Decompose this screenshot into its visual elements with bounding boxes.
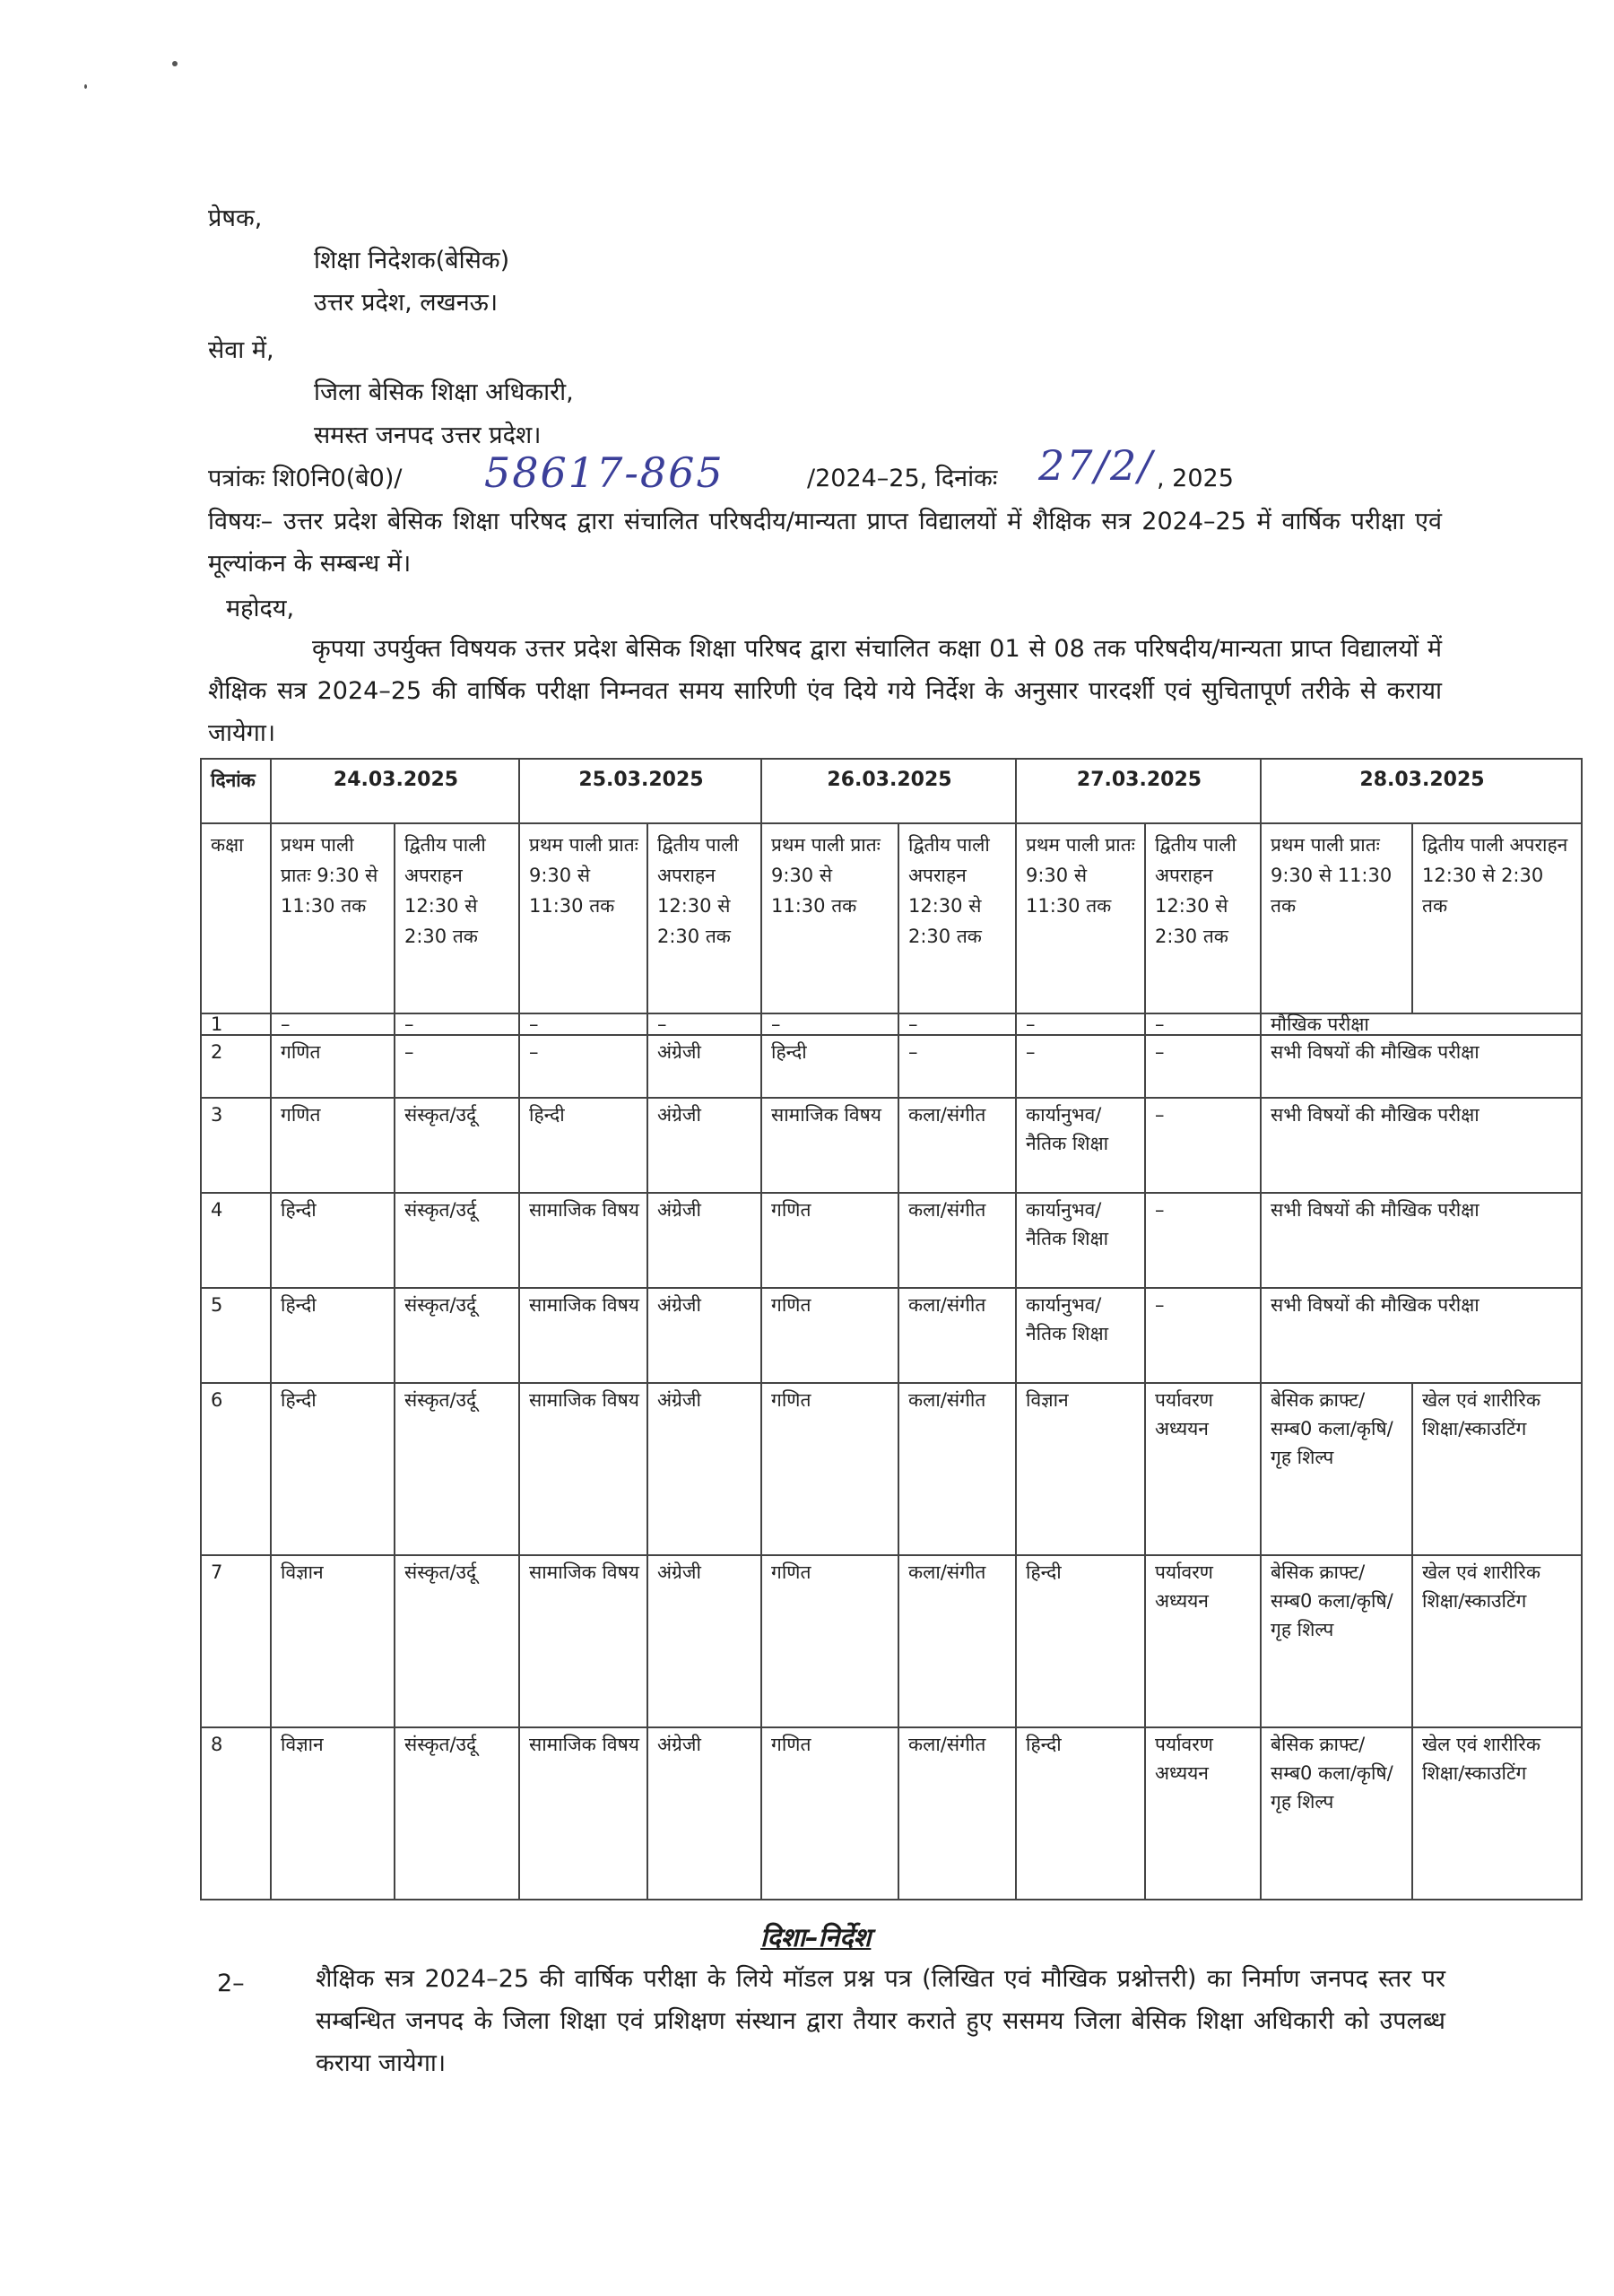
subject-cell: अंग्रेजी [647, 1288, 761, 1383]
subject: विषयः– उत्तर प्रदेश बेसिक शिक्षा परिषद द्वारा संचालित परिषदीय/मान्यता प्राप्त विद्यालयों में शैक्षिक सत्र 2024–25 में वार्षिक परीक्षा एवं मूल्यांकन के सम्बन्ध में। [208, 508, 1442, 578]
subject-cell: संस्कृत/उर्दू [395, 1727, 519, 1900]
sender-label: प्रेषक, [208, 204, 263, 232]
subject-cell: संस्कृत/उर्दू [395, 1098, 519, 1193]
subject-cell: अंग्रेजी [647, 1035, 761, 1098]
ref-date-handwritten: 27/2/ [1038, 441, 1154, 490]
ref-number-handwritten: 58617-865 [484, 448, 725, 497]
subject-cell: खेल एवं शारीरिक शिक्षा/स्काउटिंग [1412, 1727, 1582, 1900]
subject-cell: संस्कृत/उर्दू [395, 1193, 519, 1288]
date-cell: 26.03.2025 [761, 759, 1016, 823]
subject-cell: – [1145, 1035, 1261, 1098]
sender-title: शिक्षा निदेशक(बेसिक) [314, 247, 510, 274]
date-cell: 28.03.2025 [1261, 759, 1582, 823]
date-cell: 25.03.2025 [519, 759, 761, 823]
date-cell: 27.03.2025 [1016, 759, 1261, 823]
subject-cell: हिन्दी [271, 1193, 395, 1288]
point-text: शैक्षिक सत्र 2024–25 की वार्षिक परीक्षा के लिये मॉडल प्रश्न पत्र (लिखित एवं मौखिक प्रश्नोत्तरी) का निर्माण जनपद स्तर पर सम्बन्धित जनपद के जिला शिक्षा एवं प्रशिक्षण संस्थान द्वारा तैयार कराते हुए ससमय जिला बेसिक शिक्षा अधिकारी को उपलब्ध कराया जायेगा। [316, 1965, 1445, 2077]
table-row [201, 1013, 1582, 1035]
table-row [201, 1035, 1582, 1098]
subject-cell: कार्यानुभव/नैतिक शिक्षा [1016, 1098, 1145, 1193]
sender-place: उत्तर प्रदेश, लखनऊ। [314, 289, 499, 317]
subject-cell: अंग्रेजी [647, 1555, 761, 1727]
subject-cell: – [761, 1013, 898, 1035]
subject-cell: – [271, 1013, 395, 1035]
subject-cell: अंग्रेजी [647, 1193, 761, 1288]
exam-schedule-table [200, 758, 1583, 1900]
subject-cell: बेसिक क्राफ्ट/सम्ब0 कला/कृषि/गृह शिल्प [1261, 1555, 1412, 1727]
subject-cell: – [1145, 1098, 1261, 1193]
class-label-cell: कक्षा [201, 823, 271, 1013]
scan-speck [172, 61, 178, 66]
recipient-label: सेवा में, [208, 336, 274, 364]
subject-cell: सामाजिक विषय [519, 1288, 647, 1383]
table-row [201, 1098, 1582, 1193]
subject-cell: हिन्दी [271, 1383, 395, 1555]
subject-cell: गणित [761, 1288, 898, 1383]
subject-cell: संस्कृत/उर्दू [395, 1383, 519, 1555]
shift-cell: प्रथम पाली प्रातः 9:30 से 11:30 तक [1016, 823, 1145, 1013]
class-number-cell: 6 [201, 1383, 271, 1555]
salutation: महोदय, [226, 595, 295, 622]
point-number: 2– [217, 1970, 245, 1997]
recipient-title: जिला बेसिक शिक्षा अधिकारी, [314, 378, 574, 406]
oral-exam-cell: मौखिक परीक्षा [1261, 1013, 1582, 1035]
oral-exam-cell: सभी विषयों की मौखिक परीक्षा [1261, 1098, 1582, 1193]
subject-cell: हिन्दी [271, 1288, 395, 1383]
subject-cell: कला/संगीत [898, 1193, 1016, 1288]
shift-cell: प्रथम पाली प्रातः 9:30 से 11:30 तक [271, 823, 395, 1013]
date-cell: 24.03.2025 [271, 759, 519, 823]
scan-speck [84, 84, 87, 89]
subject-cell: विज्ञान [271, 1555, 395, 1727]
subject-cell: सामाजिक विषय [761, 1098, 898, 1193]
class-number-cell: 2 [201, 1035, 271, 1098]
ref-prefix: पत्रांकः शि0नि0(बे0)/ [208, 465, 403, 492]
table-row [201, 1288, 1582, 1383]
oral-exam-cell: सभी विषयों की मौखिक परीक्षा [1261, 1193, 1582, 1288]
subject-cell: – [647, 1013, 761, 1035]
subject-cell: गणित [761, 1193, 898, 1288]
table-row [201, 1555, 1582, 1727]
subject-cell: बेसिक क्राफ्ट/सम्ब0 कला/कृषि/गृह शिल्प [1261, 1727, 1412, 1900]
subject-cell: अंग्रेजी [647, 1098, 761, 1193]
shift-cell: प्रथम पाली प्रातः 9:30 से 11:30 तक [1261, 823, 1412, 1013]
subject-cell: हिन्दी [761, 1035, 898, 1098]
table-row [201, 1727, 1582, 1900]
shift-cell: द्वितीय पाली अपराहन 12:30 से 2:30 तक [1412, 823, 1582, 1013]
shift-header-row [201, 823, 1582, 1013]
subject-cell: सामाजिक विषय [519, 1727, 647, 1900]
subject-cell: बेसिक क्राफ्ट/सम्ब0 कला/कृषि/गृह शिल्प [1261, 1383, 1412, 1555]
guidelines-heading: दिशा–निर्देश [760, 1922, 872, 1952]
oral-exam-cell: सभी विषयों की मौखिक परीक्षा [1261, 1035, 1582, 1098]
subject-cell: कला/संगीत [898, 1727, 1016, 1900]
subject-cell: सामाजिक विषय [519, 1383, 647, 1555]
subject-cell: गणित [761, 1383, 898, 1555]
subject-cell: विज्ञान [271, 1727, 395, 1900]
date-header-row [201, 759, 1582, 823]
subject-cell: सामाजिक विषय [519, 1193, 647, 1288]
subject-cell: हिन्दी [519, 1098, 647, 1193]
shift-cell: द्वितीय पाली अपराहन 12:30 से 2:30 तक [1145, 823, 1261, 1013]
class-number-cell: 7 [201, 1555, 271, 1727]
subject-cell: गणित [271, 1098, 395, 1193]
intro-paragraph: कृपया उपर्युक्त विषयक उत्तर प्रदेश बेसिक शिक्षा परिषद द्वारा संचालित कक्षा 01 से 08 तक परिषदीय/मान्यता प्राप्त विद्यालयों में शैक्षिक सत्र 2024–25 की वार्षिक परीक्षा निम्नवत समय सारिणी एंव दिये गये निर्देश के अनुसार पारदर्शी एवं सुचितापूर्ण तरीके से कराया जायेगा। [208, 635, 1442, 747]
subject-cell: अंग्रेजी [647, 1383, 761, 1555]
class-number-cell: 3 [201, 1098, 271, 1193]
subject-cell: गणित [761, 1555, 898, 1727]
date-label-cell: दिनांक [201, 759, 271, 823]
subject-cell: खेल एवं शारीरिक शिक्षा/स्काउटिंग [1412, 1555, 1582, 1727]
subject-cell: कला/संगीत [898, 1383, 1016, 1555]
shift-cell: द्वितीय पाली अपराहन 12:30 से 2:30 तक [898, 823, 1016, 1013]
shift-cell: प्रथम पाली प्रातः 9:30 से 11:30 तक [761, 823, 898, 1013]
table-row [201, 1193, 1582, 1288]
subject-cell: – [395, 1035, 519, 1098]
subject-cell: संस्कृत/उर्दू [395, 1555, 519, 1727]
shift-cell: द्वितीय पाली अपराहन 12:30 से 2:30 तक [395, 823, 519, 1013]
subject-cell: हिन्दी [1016, 1555, 1145, 1727]
subject-cell: – [898, 1035, 1016, 1098]
subject-cell: – [519, 1013, 647, 1035]
subject-cell: विज्ञान [1016, 1383, 1145, 1555]
subject-cell: अंग्रेजी [647, 1727, 761, 1900]
subject-cell: – [1016, 1035, 1145, 1098]
table-row [201, 1383, 1582, 1555]
shift-cell: प्रथम पाली प्रातः 9:30 से 11:30 तक [519, 823, 647, 1013]
subject-cell: – [395, 1013, 519, 1035]
class-number-cell: 4 [201, 1193, 271, 1288]
subject-cell: – [1145, 1193, 1261, 1288]
subject-cell: गणित [761, 1727, 898, 1900]
subject-cell: – [898, 1013, 1016, 1035]
subject-cell: सामाजिक विषय [519, 1555, 647, 1727]
subject-cell: कार्यानुभव/नैतिक शिक्षा [1016, 1193, 1145, 1288]
subject-cell: पर्यावरण अध्ययन [1145, 1555, 1261, 1727]
ref-year: , 2025 [1157, 465, 1234, 492]
oral-exam-cell: सभी विषयों की मौखिक परीक्षा [1261, 1288, 1582, 1383]
shift-cell: द्वितीय पाली अपराहन 12:30 से 2:30 तक [647, 823, 761, 1013]
subject-cell: कार्यानुभव/नैतिक शिक्षा [1016, 1288, 1145, 1383]
subject-cell: पर्यावरण अध्ययन [1145, 1727, 1261, 1900]
ref-mid: /2024–25, दिनांकः [807, 465, 998, 492]
subject-cell: संस्कृत/उर्दू [395, 1288, 519, 1383]
subject-cell: – [1145, 1288, 1261, 1383]
class-number-cell: 8 [201, 1727, 271, 1900]
recipient-place: समस्त जनपद उत्तर प्रदेश। [314, 422, 542, 449]
subject-cell: कला/संगीत [898, 1288, 1016, 1383]
class-number-cell: 5 [201, 1288, 271, 1383]
subject-cell: – [519, 1035, 647, 1098]
class-number-cell: 1 [201, 1013, 271, 1035]
subject-cell: – [1016, 1013, 1145, 1035]
subject-cell: कला/संगीत [898, 1555, 1016, 1727]
subject-cell: – [1145, 1013, 1261, 1035]
subject-cell: हिन्दी [1016, 1727, 1145, 1900]
subject-cell: कला/संगीत [898, 1098, 1016, 1193]
subject-cell: गणित [271, 1035, 395, 1098]
subject-cell: खेल एवं शारीरिक शिक्षा/स्काउटिंग [1412, 1383, 1582, 1555]
subject-cell: पर्यावरण अध्ययन [1145, 1383, 1261, 1555]
